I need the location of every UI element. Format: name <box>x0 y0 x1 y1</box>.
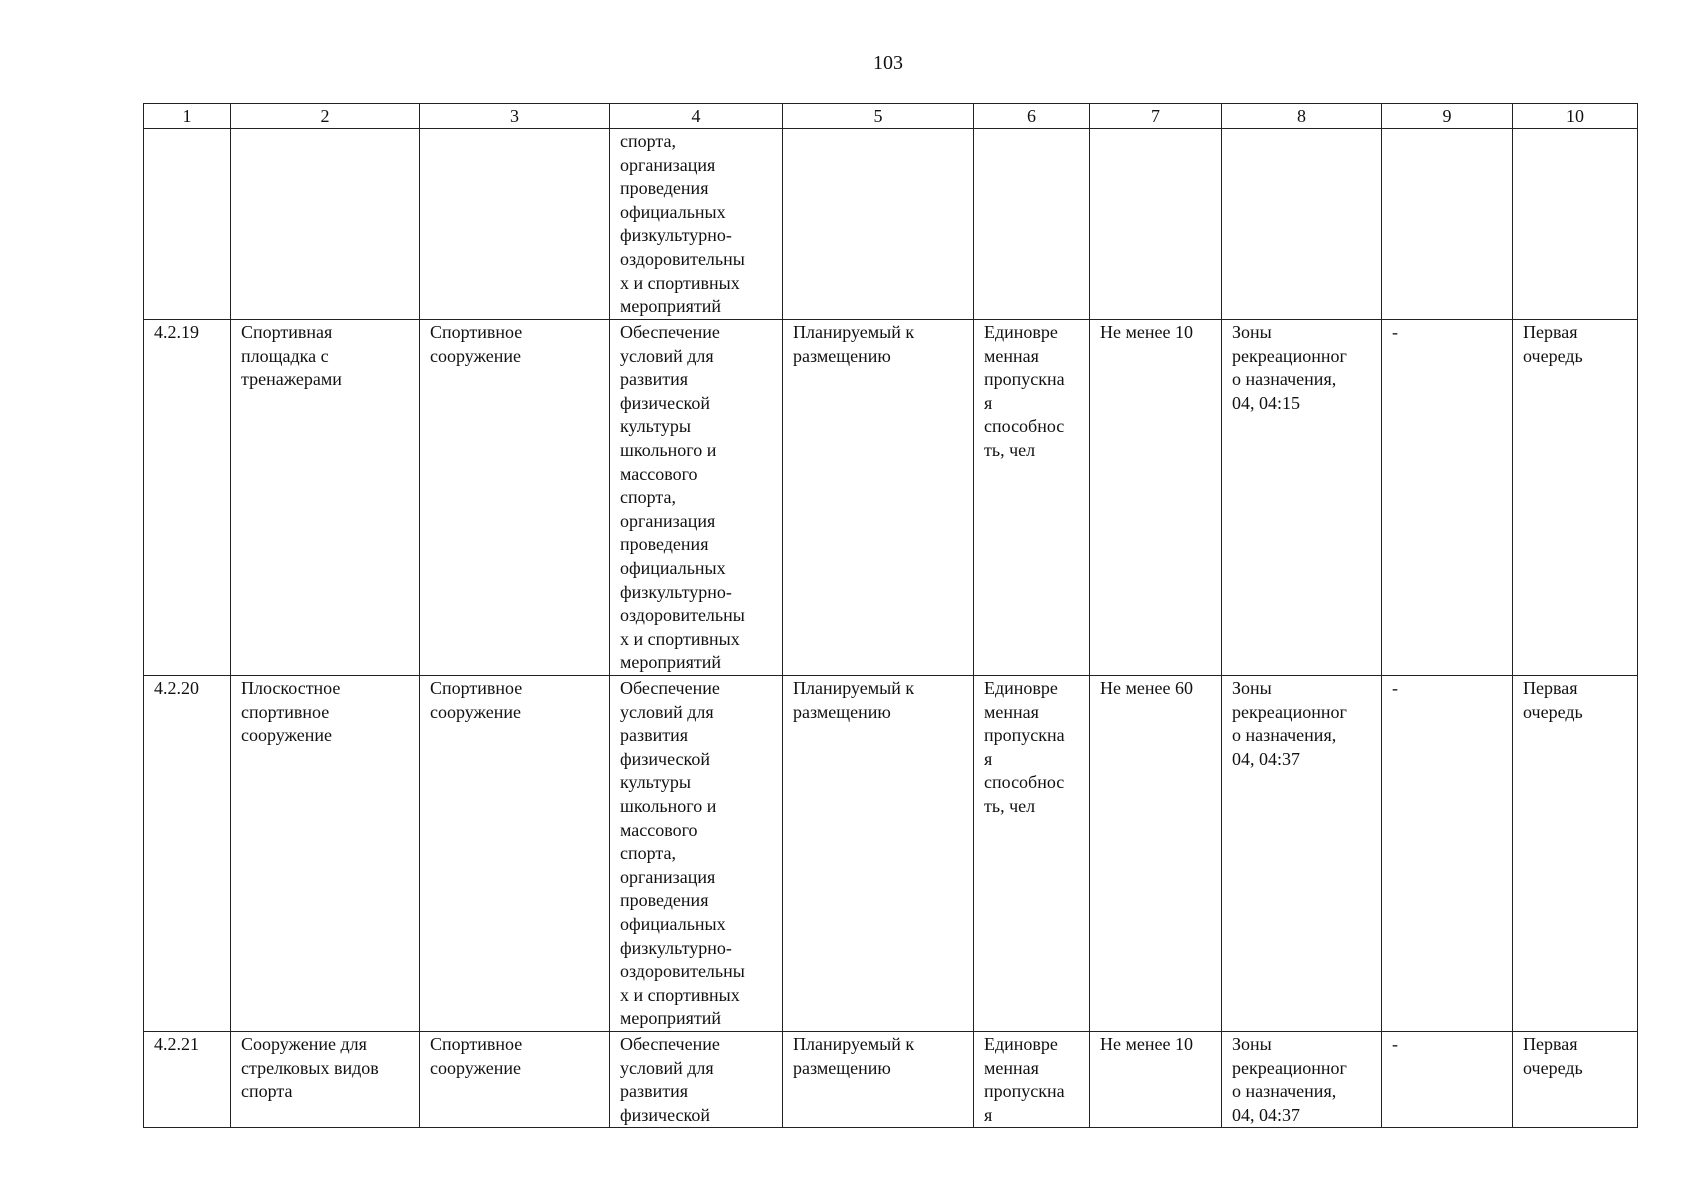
zone-cell: - <box>1382 320 1513 676</box>
value-cell <box>1090 129 1222 320</box>
object-type-cell: Спортивное сооружение <box>420 676 610 1032</box>
parameter-cell: Единовре менная пропускна я <box>974 1032 1090 1128</box>
purpose-cell: Обеспечение условий для развития физической культуры школьного и массового спорта, организация проведения официальных физкультурно- оздоровительны х и спортивных мероприятий <box>610 676 783 1032</box>
zone-cell: - <box>1382 676 1513 1032</box>
column-header: 3 <box>420 104 610 129</box>
status-cell: Планируемый к размещению <box>783 1032 974 1128</box>
column-header: 8 <box>1222 104 1382 129</box>
parameter-cell <box>974 129 1090 320</box>
column-header: 4 <box>610 104 783 129</box>
object-name-cell: Сооружение для стрелковых видов спорта <box>231 1032 420 1128</box>
object-name-cell <box>231 129 420 320</box>
status-cell: Планируемый к размещению <box>783 320 974 676</box>
column-header: 2 <box>231 104 420 129</box>
table-row <box>144 1032 1638 1128</box>
zone-cell <box>1382 129 1513 320</box>
stage-cell: Первая очередь <box>1513 320 1638 676</box>
location-cell: Зоны рекреационног о назначения, 04, 04:15 <box>1222 320 1382 676</box>
purpose-cell: Обеспечение условий для развития физической культуры школьного и массового спорта, организация проведения официальных физкультурно- оздоровительны х и спортивных мероприятий <box>610 320 783 676</box>
table-row-continuation <box>144 129 1638 320</box>
stage-cell: Первая очередь <box>1513 1032 1638 1128</box>
purpose-cell: спорта, организация проведения официальных физкультурно- оздоровительны х и спортивных мероприятий <box>610 129 783 320</box>
column-header: 7 <box>1090 104 1222 129</box>
location-cell <box>1222 129 1382 320</box>
location-cell: Зоны рекреационног о назначения, 04, 04:37 <box>1222 1032 1382 1128</box>
stage-cell <box>1513 129 1638 320</box>
row-number-cell <box>144 129 231 320</box>
object-type-cell: Спортивное сооружение <box>420 320 610 676</box>
row-number-cell: 4.2.21 <box>144 1032 231 1128</box>
value-cell: Не менее 10 <box>1090 320 1222 676</box>
facilities-table <box>143 103 1638 1128</box>
column-header: 5 <box>783 104 974 129</box>
column-header: 6 <box>974 104 1090 129</box>
row-number-cell: 4.2.19 <box>144 320 231 676</box>
status-cell: Планируемый к размещению <box>783 676 974 1032</box>
table-row <box>144 320 1638 676</box>
column-header: 9 <box>1382 104 1513 129</box>
status-cell <box>783 129 974 320</box>
location-cell: Зоны рекреационног о назначения, 04, 04:37 <box>1222 676 1382 1032</box>
object-type-cell: Спортивное сооружение <box>420 1032 610 1128</box>
value-cell: Не менее 10 <box>1090 1032 1222 1128</box>
object-name-cell: Спортивная площадка с тренажерами <box>231 320 420 676</box>
row-number-cell: 4.2.20 <box>144 676 231 1032</box>
parameter-cell: Единовре менная пропускна я способнос ть, чел <box>974 676 1090 1032</box>
stage-cell: Первая очередь <box>1513 676 1638 1032</box>
table-row <box>144 676 1638 1032</box>
column-header: 1 <box>144 104 231 129</box>
object-name-cell: Плоскостное спортивное сооружение <box>231 676 420 1032</box>
parameter-cell: Единовре менная пропускна я способнос ть, чел <box>974 320 1090 676</box>
value-cell: Не менее 60 <box>1090 676 1222 1032</box>
zone-cell: - <box>1382 1032 1513 1128</box>
column-number-header-row <box>144 104 1638 129</box>
column-header: 10 <box>1513 104 1638 129</box>
purpose-cell: Обеспечение условий для развития физической <box>610 1032 783 1128</box>
page-number: 103 <box>873 52 903 74</box>
object-type-cell <box>420 129 610 320</box>
